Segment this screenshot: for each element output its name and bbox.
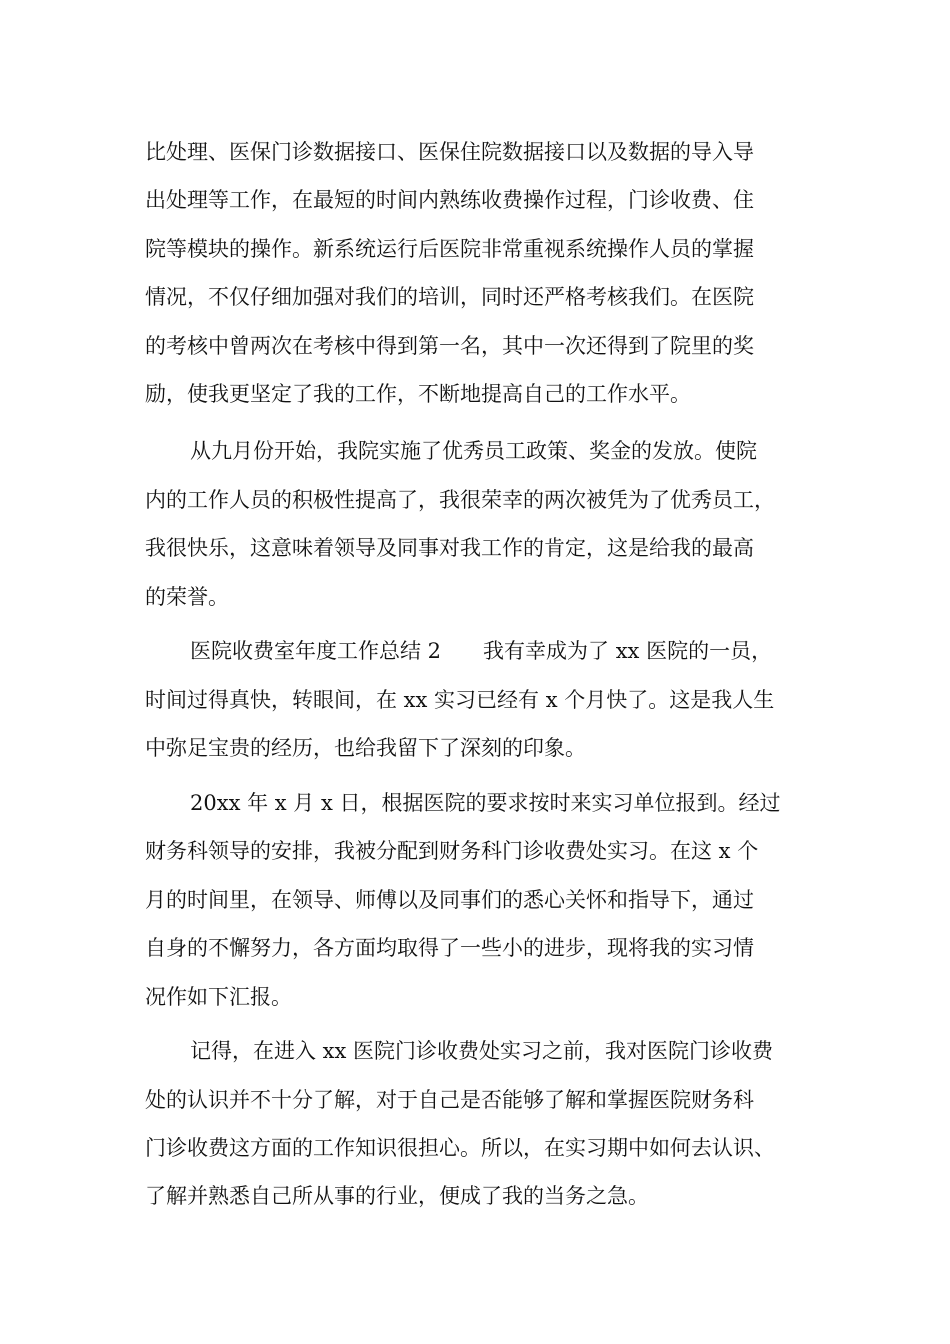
text-line: 情况，不仅仔细加强对我们的培训，同时还严格考核我们。在医院: [145, 285, 754, 309]
text-line: 的考核中曾两次在考核中得到第一名，其中一次还得到了院里的奖: [145, 334, 754, 358]
text-line: 自身的不懈努力，各方面均取得了一些小的进步，现将我的实习情: [145, 936, 754, 960]
text-line: 况作如下汇报。: [145, 985, 292, 1009]
paragraph-first-line: 记得，在进入 xx 医院门诊收费处实习之前，我对医院门诊收费: [190, 1039, 774, 1063]
text-line: 月的时间里，在领导、师傅以及同事们的悉心关怀和指导下，通过: [145, 888, 754, 912]
text-line: 了解并熟悉自己所从事的行业，便成了我的当务之急。: [145, 1184, 649, 1208]
text-line: 院等模块的操作。新系统运行后医院非常重视系统操作人员的掌握: [145, 237, 754, 261]
paragraph-first-line: 医院收费室年度工作总结 2 我有幸成为了 xx 医院的一员，: [190, 639, 773, 663]
paragraph-first-line: 从九月份开始，我院实施了优秀员工政策、奖金的发放。使院: [190, 439, 757, 463]
text-line: 我很快乐，这意味着领导及同事对我工作的肯定，这是给我的最高: [145, 536, 754, 560]
text-line: 励，使我更坚定了我的工作，不断地提高自己的工作水平。: [145, 382, 691, 406]
text-line: 时间过得真快，转眼间，在 xx 实习已经有 x 个月快了。这是我人生: [145, 688, 775, 712]
paragraph-first-line: 20xx 年 x 月 x 日，根据医院的要求按时来实习单位报到。经过: [190, 791, 781, 815]
text-line: 比处理、医保门诊数据接口、医保住院数据接口以及数据的导入导: [145, 140, 754, 164]
text-line: 中弥足宝贵的经历，也给我留下了深刻的印象。: [145, 736, 586, 760]
text-line: 财务科领导的安排，我被分配到财务科门诊收费处实习。在这 x 个: [145, 839, 759, 863]
text-line: 门诊收费这方面的工作知识很担心。所以，在实习期中如何去认识、: [145, 1136, 775, 1160]
text-line: 处的认识并不十分了解，对于自己是否能够了解和掌握医院财务科: [145, 1088, 754, 1112]
text-line: 的荣誉。: [145, 585, 229, 609]
text-line: 内的工作人员的积极性提高了，我很荣幸的两次被凭为了优秀员工，: [145, 488, 775, 512]
text-line: 出处理等工作，在最短的时间内熟练收费操作过程，门诊收费、住: [145, 188, 754, 212]
